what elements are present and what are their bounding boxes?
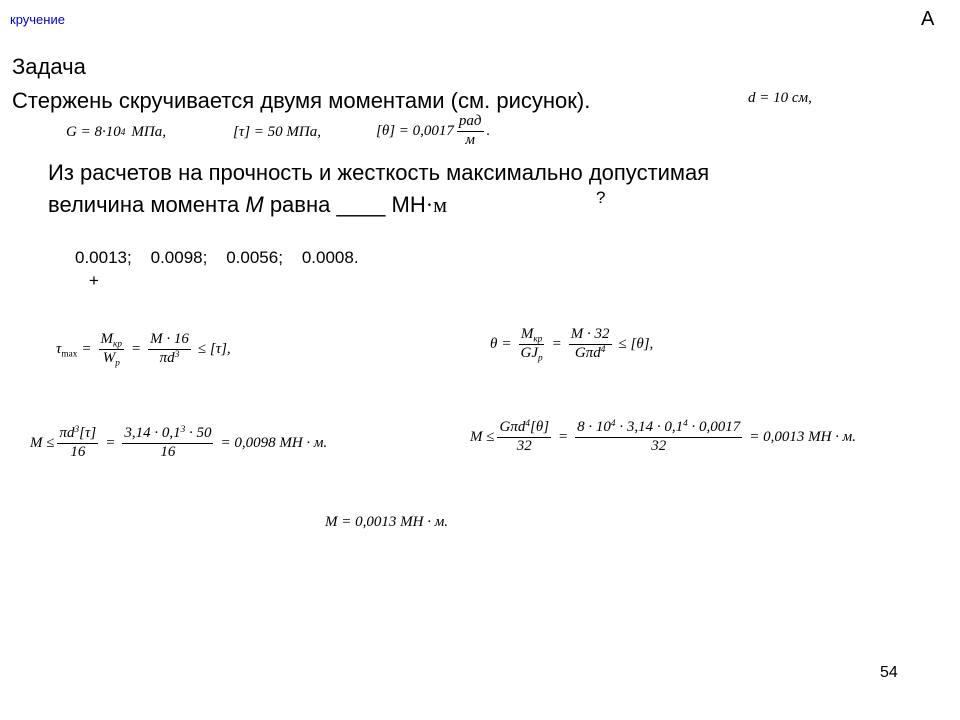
- f3-rhs: = 0,0098 МН · м.: [220, 434, 328, 451]
- question-unit: ·м: [425, 192, 447, 217]
- question-mark: ?: [596, 188, 606, 207]
- topic-label: кручение: [10, 12, 65, 27]
- stiffness-condition: θ = $\frac{M_{кр}}{GJ_p}$ = $\frac{M \cdot 32}{G\pi d^4}$ ≤ [θ],: [490, 326, 654, 363]
- final-result: M = 0,0013 МН · м.: [325, 514, 449, 530]
- given-theta-tail: .: [486, 122, 491, 139]
- given-tau: [τ] = 50 МПа,: [233, 124, 321, 140]
- given-G-lhs: G = 8·10: [66, 124, 121, 140]
- given-theta: [376, 114, 490, 149]
- strength-condition: $\tau_{max}$ = $\frac{M_{кр}}{W_p}$ = $\frac{M \cdot 16}{\pi d^3}$ ≤ [τ],: [56, 331, 231, 368]
- given-d: d = 10 см,: [748, 90, 812, 106]
- question-line-2-pre: величина момента: [48, 192, 246, 217]
- f2-num-1: $M_{кр}$: [520, 326, 543, 345]
- f1-num-2: M · 16: [148, 332, 191, 350]
- f3-num-1: $\pi d^3[\tau]$: [57, 426, 98, 444]
- question-line-2: [48, 192, 447, 218]
- correct-mark: +: [89, 271, 99, 290]
- f2-rhs: ≤ [θ],: [618, 335, 654, 352]
- moment-from-stiffness: M ≤ $\frac{G\pi d^4[\theta]}{32}$ = $\frac{8 \cdot 10^4 \cdot 3,14 \cdot 0,1^4 \cdot 0,0017}{32}$ = 0,0013 МН · м.: [470, 418, 857, 454]
- given-theta-den: м: [465, 131, 475, 148]
- task-title: Задача: [12, 54, 86, 79]
- f3-den-1: 16: [70, 443, 86, 460]
- moment-from-strength: M ≤ $\frac{\pi d^3[\tau]}{16}$ = $\frac{3,14 \cdot 0,1^3 \cdot 50}{16}$ = 0,0098 МН · м.: [30, 424, 328, 460]
- f4-lhs: M ≤: [470, 428, 495, 445]
- f4-num-1: Gπd$^4$[θ]: [497, 420, 551, 438]
- f4-num-2: $8 \cdot 10^4 \cdot 3,14 \cdot 0,1^4 \cdot 0,0017$: [575, 420, 742, 438]
- f4-den-1: 32: [516, 437, 532, 454]
- f4-rhs: = 0,0013 МН · м.: [749, 428, 857, 445]
- page-number: 54: [880, 664, 898, 681]
- given-theta-num: рад: [457, 114, 484, 132]
- f3-num-2: $3,14 \cdot 0,1^3 \cdot 50$: [122, 426, 213, 444]
- f1-lhs: $\tau_{max}$: [56, 340, 78, 359]
- question-var: М: [245, 192, 264, 217]
- f4-den-2: 32: [651, 437, 667, 454]
- question-line-2-mid: равна ____ МН: [263, 192, 426, 217]
- f3-lhs: M ≤: [30, 434, 55, 451]
- corner-mark: А: [921, 8, 935, 30]
- f2-den-2: Gπd$^4$: [574, 344, 606, 361]
- given-G: G = 8·10 4 МПа,: [66, 124, 166, 140]
- question-line-1: Из расчетов на прочность и жесткость максимально допустимая: [48, 160, 710, 185]
- task-statement: Стержень скручивается двумя моментами (см. рисунок).: [12, 88, 591, 113]
- f2-lhs: θ: [490, 335, 498, 352]
- answer-options: 0.0013; 0.0098; 0.0056; 0.0008.: [75, 248, 359, 267]
- f1-den-1: $W_p$: [102, 349, 120, 368]
- f1-rhs: ≤ [τ],: [197, 340, 231, 357]
- f2-den-1: $GJ_p$: [520, 344, 543, 363]
- given-theta-lhs: [θ] = 0,0017: [376, 122, 454, 139]
- f3-den-2: 16: [160, 443, 176, 460]
- f2-num-2: M · 32: [569, 327, 612, 345]
- f1-den-2: $\pi d^3$: [159, 349, 180, 366]
- given-G-unit: МПа,: [131, 124, 166, 140]
- f1-num-1: $M_{кр}$: [100, 331, 123, 350]
